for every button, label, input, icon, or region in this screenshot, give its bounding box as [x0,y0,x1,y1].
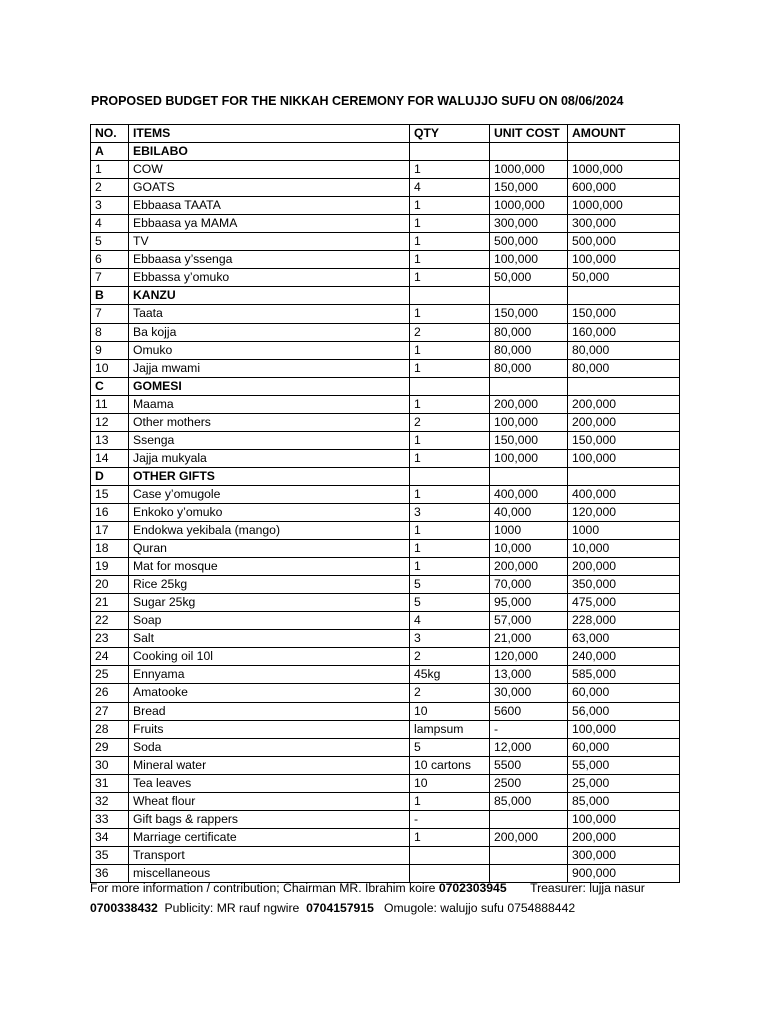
cell-amount: 100,000 [568,720,680,738]
cell-item: TV [129,233,410,251]
cell-unit-cost: 70,000 [490,576,568,594]
cell-unit-cost: 80,000 [490,323,568,341]
cell-amount [568,143,680,161]
cell-unit-cost: - [490,720,568,738]
cell-amount: 600,000 [568,179,680,197]
cell-amount: 1000,000 [568,161,680,179]
cell-no: 35 [91,846,129,864]
cell-no: 16 [91,503,129,521]
cell-item: Quran [129,540,410,558]
table-row [91,540,680,558]
cell-no: 31 [91,774,129,792]
cell-item: Mat for mosque [129,558,410,576]
table-row [91,522,680,540]
cell-item: Gift bags & rappers [129,810,410,828]
cell-qty: 1 [410,485,490,503]
cell-qty: 1 [410,828,490,846]
cell-amount: 228,000 [568,612,680,630]
cell-amount: 240,000 [568,648,680,666]
cell-no: 18 [91,540,129,558]
cell-unit-cost: 1000,000 [490,161,568,179]
cell-amount: 63,000 [568,630,680,648]
table-row [91,756,680,774]
cell-no: 6 [91,251,129,269]
cell-item: Jajja mukyala [129,449,410,467]
cell-amount: 500,000 [568,233,680,251]
cell-item: Soap [129,612,410,630]
cell-qty: 1 [410,215,490,233]
footer-intro: For more information / contribution; Chairman MR. Ibrahim koire [90,881,439,895]
footer-publicity: Publicity: MR rauf ngwire [157,901,307,915]
cell-item: Wheat flour [129,792,410,810]
table-row [91,395,680,413]
cell-amount: 400,000 [568,485,680,503]
cell-unit-cost: 200,000 [490,395,568,413]
cell-item: Enkoko y’omuko [129,503,410,521]
cell-qty: 5 [410,738,490,756]
footer-treasurer: Treasurer: lujja nasur [506,881,645,895]
cell-unit-cost: 1000,000 [490,197,568,215]
cell-qty: 1 [410,558,490,576]
cell-qty: 3 [410,630,490,648]
cell-amount: 200,000 [568,828,680,846]
cell-unit-cost: 2500 [490,774,568,792]
cell-item: Omuko [129,341,410,359]
cell-qty: 1 [410,431,490,449]
cell-unit-cost: 120,000 [490,648,568,666]
table-row [91,269,680,287]
table-row [91,612,680,630]
cell-qty: 1 [410,395,490,413]
cell-unit-cost: 200,000 [490,558,568,576]
cell-item: Marriage certificate [129,828,410,846]
cell-qty: 1 [410,359,490,377]
cell-unit-cost: 5500 [490,756,568,774]
cell-unit-cost: 57,000 [490,612,568,630]
cell-no: 28 [91,720,129,738]
cell-amount: 80,000 [568,341,680,359]
column-header-qty: QTY [410,125,490,143]
table-row [91,720,680,738]
cell-item: Ebbaasa ya MAMA [129,215,410,233]
cell-no: D [91,467,129,485]
cell-unit-cost: 150,000 [490,305,568,323]
cell-no: 17 [91,522,129,540]
cell-amount: 25,000 [568,774,680,792]
column-header-no: NO. [91,125,129,143]
cell-unit-cost: 400,000 [490,485,568,503]
table-row [91,341,680,359]
cell-no: 22 [91,612,129,630]
footer-line-2 [90,901,690,915]
cell-no: 27 [91,702,129,720]
cell-no: 8 [91,323,129,341]
cell-qty: 2 [410,684,490,702]
cell-no: 5 [91,233,129,251]
cell-unit-cost: 150,000 [490,179,568,197]
cell-unit-cost: 300,000 [490,215,568,233]
cell-unit-cost: 100,000 [490,413,568,431]
publicity-phone: 0704157915 [306,901,374,915]
cell-no: 25 [91,666,129,684]
cell-amount: 160,000 [568,323,680,341]
cell-unit-cost: 100,000 [490,449,568,467]
cell-no: 29 [91,738,129,756]
cell-unit-cost: 5600 [490,702,568,720]
section-header-row [91,143,680,161]
cell-item: Rice 25kg [129,576,410,594]
cell-qty: 10 cartons [410,756,490,774]
column-header-items: ITEMS [129,125,410,143]
table-row [91,828,680,846]
cell-qty: 1 [410,269,490,287]
cell-amount: 56,000 [568,702,680,720]
cell-amount: 120,000 [568,503,680,521]
cell-no: 13 [91,431,129,449]
table-header-row [91,125,680,143]
table-row [91,558,680,576]
table-row [91,684,680,702]
table-row [91,792,680,810]
cell-amount [568,467,680,485]
cell-no: B [91,287,129,305]
cell-no: 20 [91,576,129,594]
cell-unit-cost: 30,000 [490,684,568,702]
cell-qty: 4 [410,612,490,630]
cell-no: 9 [91,341,129,359]
cell-qty [410,287,490,305]
cell-item: Amatooke [129,684,410,702]
cell-no: 32 [91,792,129,810]
cell-unit-cost: 85,000 [490,792,568,810]
cell-no: 23 [91,630,129,648]
cell-item: KANZU [129,287,410,305]
table-row [91,503,680,521]
column-header-amount: AMOUNT [568,125,680,143]
cell-qty: 3 [410,503,490,521]
chairman-phone: 0702303945 [438,881,507,895]
cell-amount: 475,000 [568,594,680,612]
cell-no: 33 [91,810,129,828]
table-row [91,648,680,666]
column-header-unit-cost: UNIT COST [490,125,568,143]
cell-no: 7 [91,269,129,287]
cell-item: Bread [129,702,410,720]
cell-qty: 1 [410,197,490,215]
cell-no: 19 [91,558,129,576]
table-row [91,666,680,684]
table-row [91,630,680,648]
cell-item: Taata [129,305,410,323]
table-row [91,179,680,197]
cell-item: COW [129,161,410,179]
table-row [91,359,680,377]
cell-amount: 100,000 [568,810,680,828]
cell-item: Ebbaasa TAATA [129,197,410,215]
table-row [91,413,680,431]
cell-unit-cost: 13,000 [490,666,568,684]
table-row [91,774,680,792]
cell-amount: 1000 [568,522,680,540]
table-row [91,846,680,864]
cell-no: 15 [91,485,129,503]
cell-qty: 1 [410,305,490,323]
cell-amount [568,377,680,395]
cell-no: 1 [91,161,129,179]
cell-amount: 100,000 [568,251,680,269]
cell-no: 12 [91,413,129,431]
table-row [91,702,680,720]
cell-unit-cost: 200,000 [490,828,568,846]
cell-item: Ba kojja [129,323,410,341]
cell-unit-cost: 80,000 [490,359,568,377]
cell-item: Jajja mwami [129,359,410,377]
table-row [91,323,680,341]
cell-item: OTHER GIFTS [129,467,410,485]
cell-item: GOATS [129,179,410,197]
cell-unit-cost: 80,000 [490,341,568,359]
cell-qty: 10 [410,702,490,720]
cell-unit-cost [490,143,568,161]
cell-unit-cost [490,810,568,828]
cell-qty: 1 [410,251,490,269]
table-row [91,485,680,503]
cell-no: 24 [91,648,129,666]
section-header-row [91,287,680,305]
cell-amount: 150,000 [568,431,680,449]
footer-line-1 [90,881,690,895]
cell-item: Soda [129,738,410,756]
cell-unit-cost: 150,000 [490,431,568,449]
table-row [91,197,680,215]
table-row [91,305,680,323]
cell-no: A [91,143,129,161]
footer-omugole: Omugole: walujjo sufu 0754888442 [373,901,576,915]
cell-item: Endokwa yekibala (mango) [129,522,410,540]
cell-qty: 10 [410,774,490,792]
treasurer-phone: 0700338432 [90,901,158,915]
cell-qty: 2 [410,648,490,666]
cell-no: 10 [91,359,129,377]
budget-table [90,124,680,883]
cell-unit-cost: 500,000 [490,233,568,251]
cell-amount: 150,000 [568,305,680,323]
cell-item: Maama [129,395,410,413]
cell-amount [568,287,680,305]
cell-no: 3 [91,197,129,215]
table-row [91,864,680,882]
cell-amount: 900,000 [568,864,680,882]
table-row [91,738,680,756]
cell-qty: 1 [410,233,490,251]
cell-amount: 85,000 [568,792,680,810]
cell-qty [410,377,490,395]
cell-item: Case y’omugole [129,485,410,503]
table-row [91,233,680,251]
cell-qty [410,864,490,882]
cell-unit-cost: 40,000 [490,503,568,521]
cell-qty [410,846,490,864]
cell-unit-cost [490,467,568,485]
cell-qty: 5 [410,594,490,612]
cell-item: Ennyama [129,666,410,684]
section-header-row [91,377,680,395]
cell-amount: 60,000 [568,738,680,756]
cell-amount: 300,000 [568,846,680,864]
cell-amount: 10,000 [568,540,680,558]
cell-unit-cost: 1000 [490,522,568,540]
cell-item: GOMESI [129,377,410,395]
cell-qty: 1 [410,161,490,179]
cell-amount: 200,000 [568,395,680,413]
table-row [91,449,680,467]
cell-item: Transport [129,846,410,864]
cell-item: Tea leaves [129,774,410,792]
table-row [91,215,680,233]
cell-unit-cost: 12,000 [490,738,568,756]
cell-item: Sugar 25kg [129,594,410,612]
cell-item: miscellaneous [129,864,410,882]
cell-qty: 2 [410,413,490,431]
cell-qty: 1 [410,341,490,359]
cell-unit-cost: 21,000 [490,630,568,648]
document-title: PROPOSED BUDGET FOR THE NIKKAH CEREMONY FOR WALUJJO SUFU ON 08/06/2024 [91,94,624,108]
cell-amount: 200,000 [568,558,680,576]
cell-qty: 1 [410,792,490,810]
cell-qty: - [410,810,490,828]
cell-amount: 200,000 [568,413,680,431]
cell-unit-cost: 10,000 [490,540,568,558]
table-row [91,594,680,612]
cell-no: 2 [91,179,129,197]
cell-qty: 5 [410,576,490,594]
cell-no: 14 [91,449,129,467]
cell-amount: 350,000 [568,576,680,594]
cell-item: Ebbassa y’omuko [129,269,410,287]
cell-no: 36 [91,864,129,882]
cell-no: 30 [91,756,129,774]
table-row [91,251,680,269]
cell-amount: 585,000 [568,666,680,684]
table-row [91,161,680,179]
table-row [91,576,680,594]
cell-no: 26 [91,684,129,702]
cell-no: 34 [91,828,129,846]
cell-qty: 45kg [410,666,490,684]
cell-unit-cost [490,377,568,395]
cell-amount: 80,000 [568,359,680,377]
cell-item: Ssenga [129,431,410,449]
section-header-row [91,467,680,485]
cell-unit-cost: 100,000 [490,251,568,269]
cell-unit-cost [490,287,568,305]
cell-no: C [91,377,129,395]
cell-amount: 50,000 [568,269,680,287]
cell-item: Fruits [129,720,410,738]
cell-qty: lampsum [410,720,490,738]
cell-item: Cooking oil 10l [129,648,410,666]
cell-item: Other mothers [129,413,410,431]
cell-amount: 1000,000 [568,197,680,215]
cell-qty: 4 [410,179,490,197]
cell-no: 7 [91,305,129,323]
cell-item: Ebbaasa y’ssenga [129,251,410,269]
cell-item: EBILABO [129,143,410,161]
cell-amount: 100,000 [568,449,680,467]
cell-item: Mineral water [129,756,410,774]
cell-qty: 1 [410,449,490,467]
cell-amount: 300,000 [568,215,680,233]
cell-amount: 60,000 [568,684,680,702]
cell-unit-cost [490,846,568,864]
cell-amount: 55,000 [568,756,680,774]
cell-unit-cost [490,864,568,882]
cell-qty [410,143,490,161]
cell-no: 11 [91,395,129,413]
cell-qty: 2 [410,323,490,341]
budget-table-body [91,143,680,883]
cell-no: 21 [91,594,129,612]
cell-no: 4 [91,215,129,233]
table-row [91,431,680,449]
cell-qty: 1 [410,540,490,558]
cell-qty: 1 [410,522,490,540]
cell-item: Salt [129,630,410,648]
cell-unit-cost: 50,000 [490,269,568,287]
table-row [91,810,680,828]
cell-qty [410,467,490,485]
cell-unit-cost: 95,000 [490,594,568,612]
